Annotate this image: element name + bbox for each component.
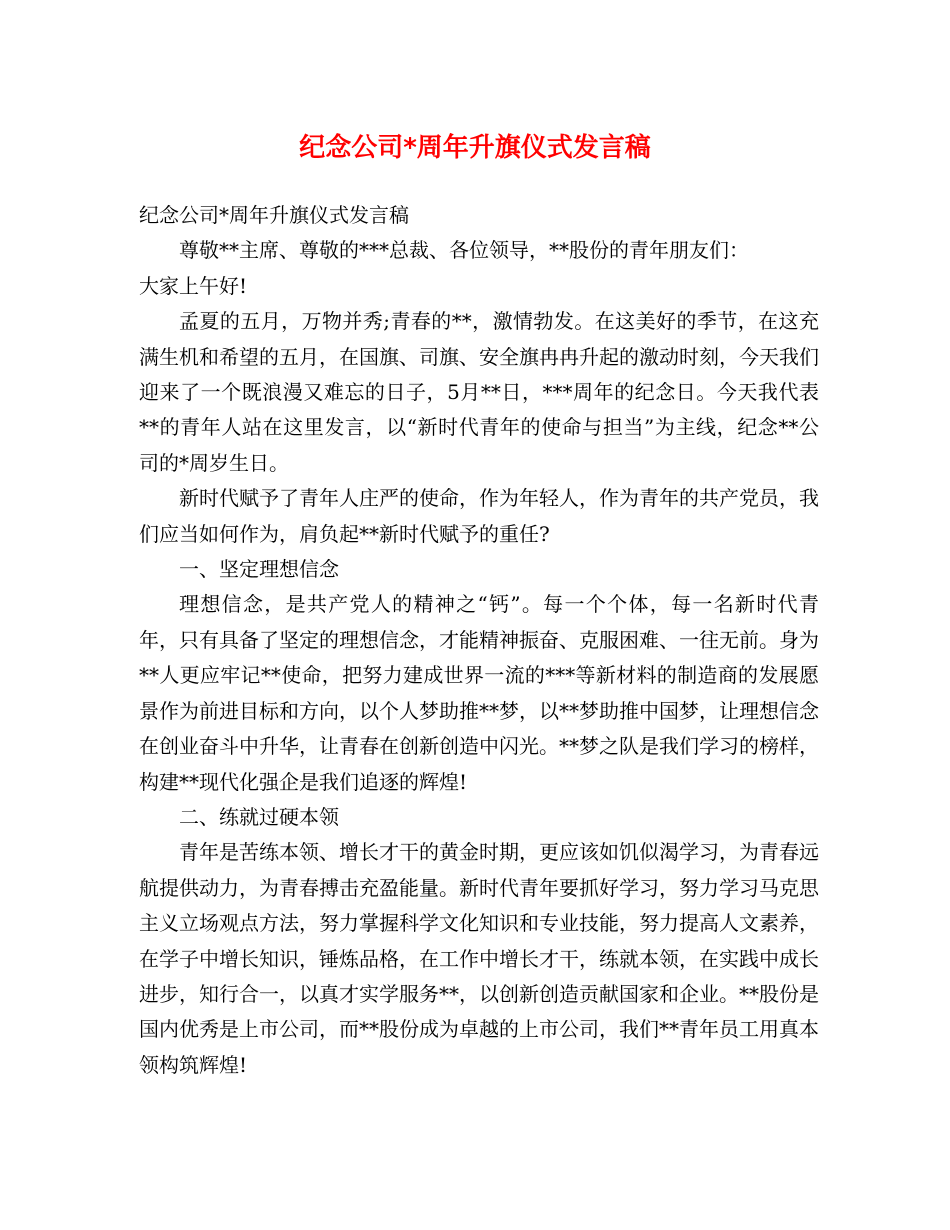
paragraph-intro: 孟夏的五月，万物并秀;青春的**，激情勃发。在这美好的季节，在这充满生机和希望的五月，在国旗、司旗、安全旗冉冉升起的激动时刻，今天我们迎来了一个既浪漫又难忘的日子，5月**日，***周年的纪念日。今天我代表**的青年人站在这里发言，以“新时代青年的使命与担当”为主线，纪念**公司的*周岁生日。: [139, 309, 819, 475]
section-heading-1: 一、坚定理想信念: [179, 557, 339, 582]
salutation: 大家上午好!: [139, 273, 248, 298]
section-heading-2: 二、练就过硬本领: [179, 804, 339, 829]
document-body: [139, 198, 819, 1083]
body-heading: 纪念公司*周年升旗仪式发言稿: [139, 203, 409, 227]
paragraph-mission: 新时代赋予了青年人庄严的使命，作为年轻人，作为青年的共产党员，我们应当如何作为，肩负起**新时代赋予的重任?: [139, 486, 819, 546]
paragraph-section-2: 青年是苦练本领、增长才干的黄金时期，更应该如饥似渴学习，为青春远航提供动力，为青春搏击充盈能量。新时代青年要抓好学习，努力学习马克思主义立场观点方法，努力掌握科学文化知识和专业技能，努力提高人文素养，在学子中增长知识，锤炼品格，在工作中增长才干，练就本领，在实践中成长进步，知行合一，以真才实学服务**，以创新创造贡献国家和企业。**股份是国内优秀是上市公司，而**股份成为卓越的上市公司，我们**青年员工用真本领构筑辉煌!: [139, 840, 819, 1077]
greeting-line: 尊敬**主席、尊敬的***总裁、各位领导，**股份的青年朋友们：: [179, 238, 749, 263]
paragraph-section-1: 理想信念，是共产党人的精神之“钙”。每一个个体，每一名新时代青年，只有具备了坚定的理想信念，才能精神振奋、克服困难、一往无前。身为**人更应牢记**使命，把努力建成世界一流的***等新材料的制造商的发展愿景作为前进目标和方向，以个人梦助推**梦，以**梦助推中国梦，让理想信念在创业奋斗中升华，让青春在创新创造中闪光。**梦之队是我们学习的榜样，构建**现代化强企是我们追逐的辉煌!: [139, 592, 819, 794]
document-title: 纪念公司*周年升旗仪式发言稿: [299, 133, 651, 163]
